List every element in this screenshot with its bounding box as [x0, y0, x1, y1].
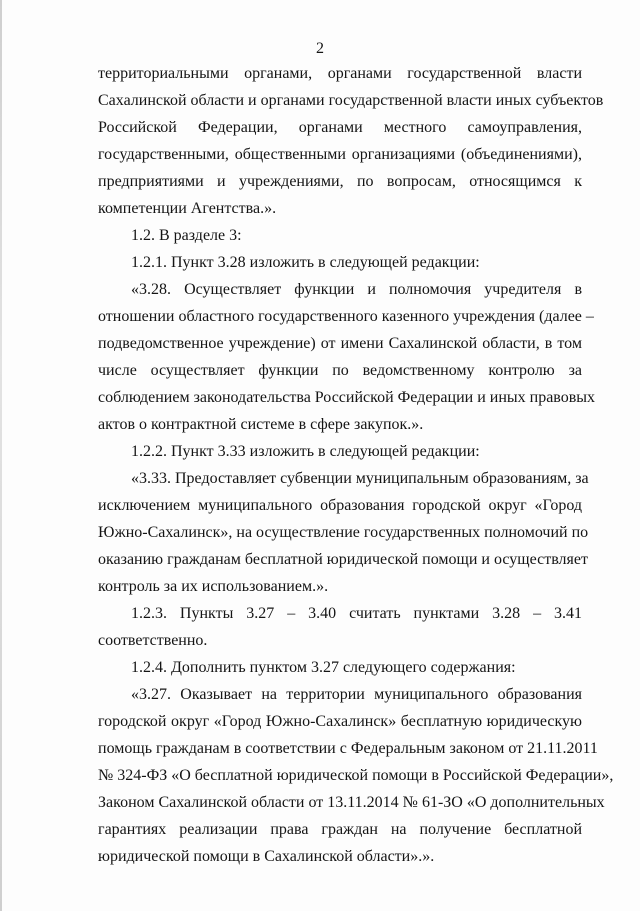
text-line: «3.33. Предоставляет субвенции муниципальным образованиям, за	[131, 470, 589, 487]
text-line: 1.2.1. Пункт 3.28 изложить в следующей редакции:	[131, 254, 480, 271]
text-line: гарантиях реализации права граждан на получение бесплатной	[98, 821, 582, 838]
body-text	[98, 60, 614, 870]
scan-edge	[0, 0, 2, 911]
text-line: 1.2.4. Дополнить пунктом 3.27 следующего содержания:	[131, 659, 516, 676]
text-line: актов о контрактной системе в сфере закупок.».	[98, 416, 424, 433]
text-line: «3.27. Оказывает на территории муниципального образования	[131, 686, 582, 703]
text-line: предприятиями и учреждениями, по вопросам, относящимся к	[98, 173, 582, 190]
text-line: Южно-Сахалинск», на осуществление государственных полномочий по	[98, 524, 589, 541]
text-line: Законом Сахалинской области от 13.11.2014 № 61-ЗО «О дополнительных	[98, 794, 605, 811]
text-line: помощь гражданам в соответствии с Федеральным законом от 21.11.2011	[98, 740, 598, 757]
text-line: оказанию гражданам бесплатной юридической помощи и осуществляет	[98, 551, 588, 568]
text-line: «3.28. Осуществляет функции и полномочия учредителя в	[131, 281, 582, 298]
text-line: подведомственное учреждение) от имени Сахалинской области, в том	[98, 335, 582, 352]
text-line: Сахалинской области и органами государственной власти иных субъектов	[98, 92, 604, 109]
text-line: исключением муниципального образования городской округ «Город	[98, 497, 582, 514]
page-number: 2	[316, 40, 324, 57]
text-line: территориальными органами, органами государственной власти	[98, 65, 582, 82]
text-line: 1.2. В разделе 3:	[131, 227, 242, 244]
text-line: соответственно.	[98, 632, 208, 649]
text-line: Российской Федерации, органами местного самоуправления,	[98, 119, 582, 136]
text-line: 1.2.2. Пункт 3.33 изложить в следующей редакции:	[131, 443, 480, 460]
text-line: контроль за их использованием.».	[98, 578, 329, 595]
text-line: № 324-ФЗ «О бесплатной юридической помощи в Российской Федерации»,	[98, 767, 614, 784]
text-line: отношении областного государственного казенного учреждения (далее –	[98, 308, 594, 325]
text-line: числе осуществляет функции по ведомственному контролю за	[98, 362, 582, 379]
text-line: городской округ «Город Южно-Сахалинск» бесплатную юридическую	[98, 713, 582, 730]
text-line: соблюдением законодательства Российской Федерации и иных правовых	[98, 389, 596, 406]
text-line: компетенции Агентства.».	[98, 200, 277, 217]
text-line: юридической помощи в Сахалинской области».».	[98, 848, 435, 865]
text-line: государственными, общественными организациями (объединениями),	[98, 146, 582, 163]
text-line: 1.2.3. Пункты 3.27 – 3.40 считать пунктами 3.28 – 3.41	[131, 605, 582, 622]
